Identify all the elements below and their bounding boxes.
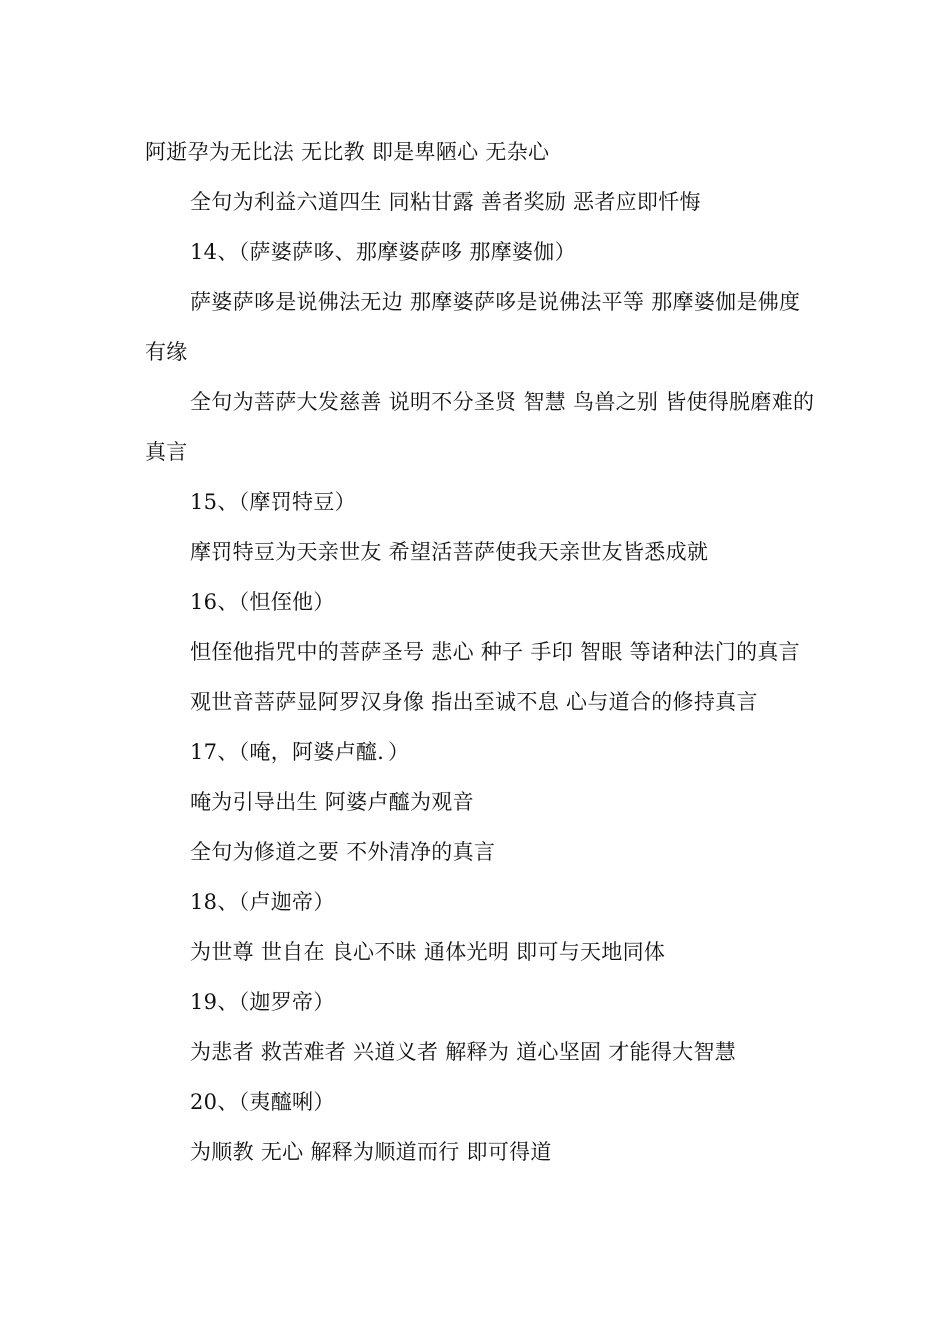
paragraph: 阿逝孕为无比法 无比教 即是卑陋心 无杂心 xyxy=(145,140,550,164)
paragraph: 怛侄他指咒中的菩萨圣号 悲心 种子 手印 智眼 等诸种法门的真言 xyxy=(190,640,800,664)
section-heading-19: 19、（迦罗帝） xyxy=(190,990,335,1014)
paragraph: 萨婆萨哆是说佛法无边 那摩婆萨哆是说佛法平等 那摩婆伽是佛度有缘 xyxy=(145,290,801,364)
paragraph: 为悲者 救苦难者 兴道义者 解释为 道心坚固 才能得大智慧 xyxy=(190,1040,737,1064)
paragraph: 全句为修道之要 不外清净的真言 xyxy=(190,840,496,864)
section-heading-14: 14、（萨婆萨哆、那摩婆萨哆 那摩婆伽） xyxy=(190,240,576,264)
section-heading-20: 20、（夷醯唎） xyxy=(190,1090,335,1114)
document-body xyxy=(145,127,815,1177)
section-heading-15: 15、（摩罚特豆） xyxy=(190,490,356,514)
paragraph: 为顺教 无心 解释为顺道而行 即可得道 xyxy=(190,1140,552,1164)
paragraph: 摩罚特豆为天亲世友 希望活菩萨使我天亲世友皆悉成就 xyxy=(190,540,709,564)
section-heading-16: 16、（怛侄他） xyxy=(190,590,335,614)
section-heading-18: 18、（卢迦帝） xyxy=(190,890,335,914)
paragraph: 唵为引导出生 阿婆卢醯为观音 xyxy=(190,790,474,814)
paragraph: 观世音菩萨显阿罗汉身像 指出至诚不息 心与道合的修持真言 xyxy=(190,690,758,714)
section-heading-17: 17、（唵，阿婆卢醯．） xyxy=(190,740,410,764)
paragraph: 全句为菩萨大发慈善 说明不分圣贤 智慧 鸟兽之别 皆使得脱磨难的真言 xyxy=(145,390,815,464)
paragraph: 为世尊 世自在 良心不昧 通体光明 即可与天地同体 xyxy=(190,940,666,964)
paragraph: 全句为利益六道四生 同粘甘露 善者奖励 恶者应即忏悔 xyxy=(190,190,701,214)
